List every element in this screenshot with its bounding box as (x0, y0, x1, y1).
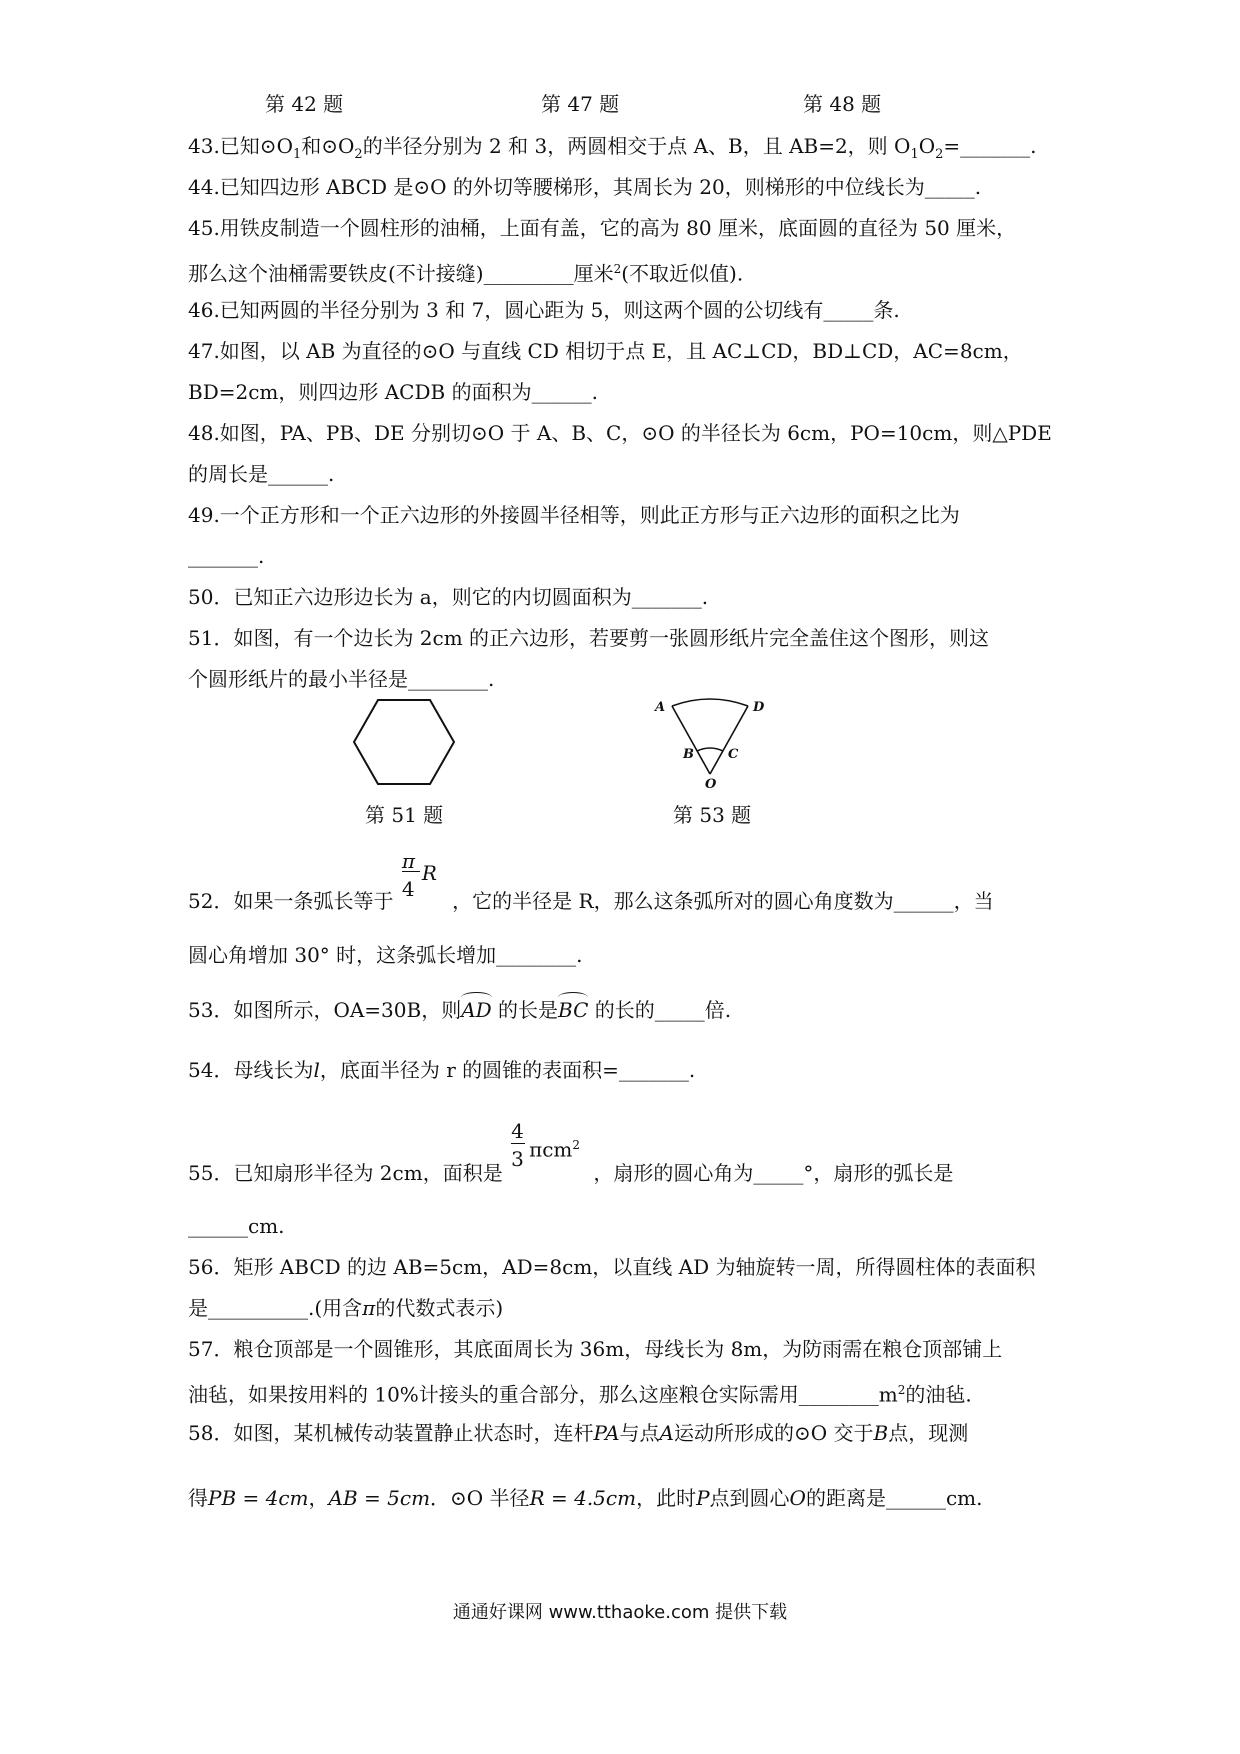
question-52-line2: 圆心角增加 30° 时，这条弧长增加________. (188, 943, 583, 967)
question-47-line2: BD=2cm，则四边形 ACDB 的面积为______. (188, 380, 598, 404)
question-43: 43.已知$⊙O_1$和$⊙O_2$的半径分别为 2 和 3，两圆相交于点 A、B，且 AB=2，则 $O_1O_2=\_\_\_\_\_\_\_$. (188, 134, 1037, 162)
caption-q51: 第 51 题 (365, 803, 444, 827)
label-a: A (655, 700, 666, 715)
question-56-line1: 56．矩形 ABCD 的边 AB=5cm，AD=8cm，以直线 AD 为轴旋转一周，所得圆柱体的表面积 (188, 1255, 1036, 1279)
question-58-line1: 58．如图，某机械传动装置静止状态时，连杆PA与点A运动所形成的⊙O 交于B点，现测 (188, 1421, 969, 1445)
sector-figure (645, 696, 775, 788)
arc-bc-symbol: BC (558, 998, 589, 1022)
question-49-line2: _______. (188, 544, 265, 568)
question-58-line2: 得PB = 4cm，AB = 5cm．⊙O 半径R = 4.5cm，此时P点到圆心O的距离是______cm. (188, 1486, 983, 1510)
caption-q47: 第 47 题 (541, 92, 620, 116)
label-c: C (728, 747, 739, 762)
question-46: 46.已知两圆的半径分别为 3 和 7，圆心距为 5，则这两个圆的公切线有_____条. (188, 298, 900, 322)
question-55-line1: 55．已知扇形半径为 2cm，面积是 4 3 πcm$^2$ ，扇形的圆心角为_____°，扇形的弧长是 (188, 1159, 953, 1189)
question-44: 44.已知四边形 ABCD 是⊙O 的外切等腰梯形，其周长为 20，则梯形的中位线长为_____. (188, 175, 982, 199)
arc-bc (697, 748, 723, 751)
fraction-4-over-3: 4 3 πcm$^2$ (511, 1118, 581, 1171)
question-45-line1: 45.用铁皮制造一个圆柱形的油桶，上面有盖，它的高为 80 厘米，底面圆的直径为 50 厘米， (188, 216, 1017, 240)
label-o: O (705, 777, 717, 788)
label-b: B (683, 747, 694, 762)
question-52-line1: 52．如果一条弧长等于 π 4 R ，它的半径是 R，那么这条弧所对的圆心角度数为______，当 (188, 887, 994, 917)
footer-source: 通通好课网 www.tthaoke.com 提供下载 (452, 1602, 788, 1623)
question-57-line1: 57．粮仓顶部是一个圆锥形，其底面周长为 36m，母线长为 8m，为防雨需在粮仓顶部铺上 (188, 1337, 1003, 1361)
question-57-line2: 油毡，如果按用料的 10%计接头的重合部分，那么这座粮仓实际需用$\_\_\_\_\_\_\_\_m^2$的油毡. (188, 1382, 972, 1407)
question-49-line1: 49.一个正方形和一个正六边形的外接圆半径相等，则此正方形与正六边形的面积之比为 (188, 503, 960, 527)
question-45-line2: 那么这个油桶需要铁皮(不计接缝)_________厘米$^2$(不取近似值). (188, 261, 744, 286)
arc-ad (672, 699, 748, 706)
question-55-line2: ______cm. (188, 1214, 285, 1238)
question-53: 53．如图所示，OA=30B，则AD 的长是BC 的长的_____倍. (188, 998, 732, 1022)
question-56-line2: 是__________.(用含π的代数式表示) (188, 1296, 504, 1320)
arc-ad-symbol: AD (461, 998, 492, 1022)
question-50: 50．已知正六边形边长为 a，则它的内切圆面积为_______. (188, 585, 709, 609)
radius-od (710, 706, 748, 774)
label-d: D (753, 700, 765, 715)
fraction-pi-over-4: π 4 R (401, 848, 437, 901)
question-54: 54．母线长为l，底面半径为 r 的圆锥的表面积=_______. (188, 1058, 696, 1082)
question-51-line1: 51．如图，有一个边长为 2cm 的正六边形，若要剪一张圆形纸片完全盖住这个图形，则这 (188, 626, 990, 650)
caption-q48: 第 48 题 (803, 92, 882, 116)
caption-q42: 第 42 题 (265, 92, 344, 116)
question-48-line2: 的周长是______. (188, 462, 335, 486)
question-47-line1: 47.如图，以 AB 为直径的⊙O 与直线 CD 相切于点 E，且 AC⊥CD，BD⊥CD，AC=8cm， (188, 339, 1023, 363)
question-48-line1: 48.如图，PA、PB、DE 分别切⊙O 于 A、B、C，⊙O 的半径长为 6cm，PO=10cm，则△PDE (188, 421, 1052, 445)
hexagon-shape (354, 700, 454, 784)
question-51-line2: 个圆形纸片的最小半径是________. (188, 667, 495, 691)
hexagon-figure (350, 696, 460, 788)
radius-oa (672, 706, 710, 774)
caption-q53: 第 53 题 (673, 803, 752, 827)
